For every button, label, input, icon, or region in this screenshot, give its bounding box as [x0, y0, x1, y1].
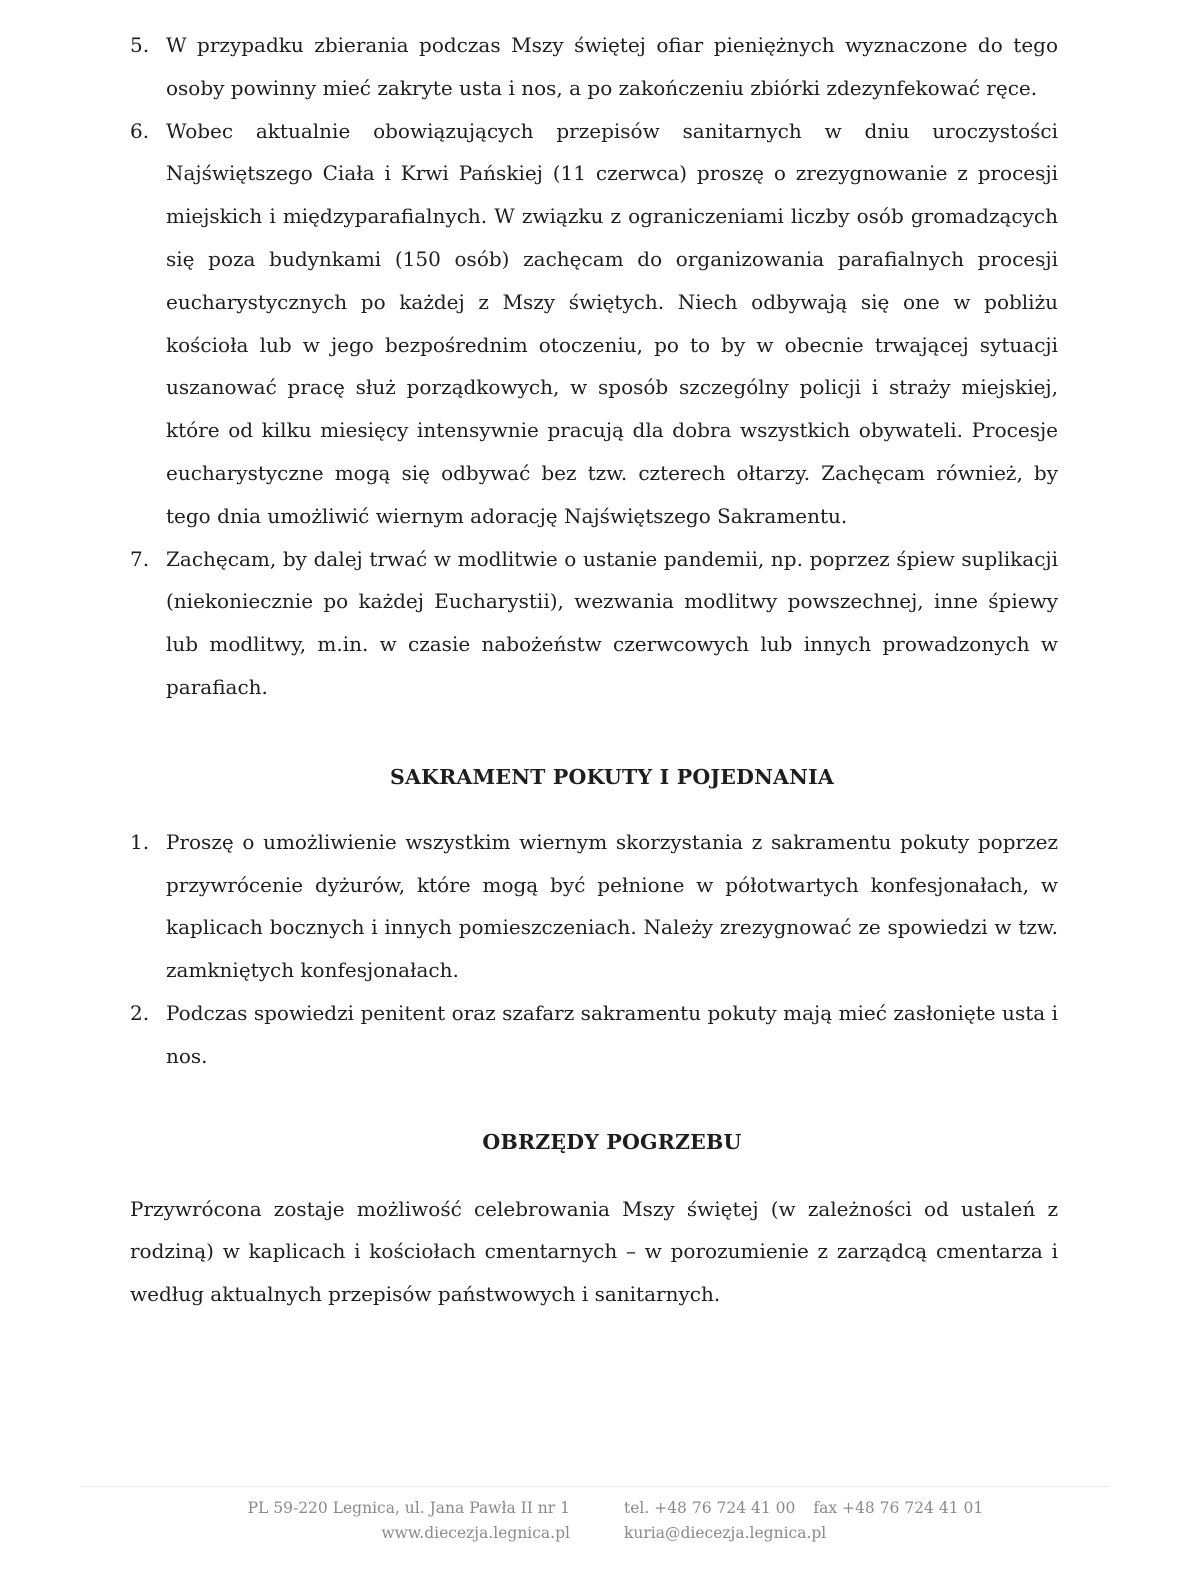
list-number: 5. [130, 33, 150, 57]
footer-address: PL 59-220 Legnica, ul. Jana Pawła II nr 1 [247, 1499, 570, 1517]
list-item-7 [130, 538, 1058, 709]
footer-address-block [248, 1496, 570, 1546]
footer-divider [80, 1486, 1110, 1487]
section-heading-pokuta: SAKRAMENT POKUTY I POJEDNANIA [390, 764, 834, 789]
list-text: Wobec aktualnie obowiązujących przepisów sanitarnych w dniu uroczystości Najświętszego Ciała i Krwi Pańskiej (11 czerwca) proszę o zrezygnowanie z procesji miejskich i międzyparafialnych. W związku z ograniczeniami liczby osób gromadzących się poza budynkami (150 osób) zachęcam do organizowania parafialnych procesji eucharystycznych po każdej z Mszy świętych. Niech odbywają się one w pobliżu kościoła lub w jego bezpośrednim otoczeniu, po to by w obecnie trwającej sytuacji uszanować pracę służ porządkowych, w sposób szczególny policji i straży miejskiej, które od kilku miesięcy intensywnie pracują dla dobra wszystkich obywateli. Procesje eucharystyczne mogą się odbywać bez tzw. czterech ołtarzy. Zachęcam również, by tego dnia umożliwić wiernym adorację Najświętszego Sakramentu. [166, 118, 1058, 528]
list-text: Podczas spowiedzi penitent oraz szafarz sakramentu pokuty mają mieć zasłonięte usta i nos. [166, 1000, 1058, 1068]
list-number: 6. [130, 118, 150, 143]
list-text: Proszę o umożliwienie wszystkim wiernym skorzystania z sakramentu pokuty poprzez przywrócenie dyżurów, które mogą być pełnione w półotwartych konfesjonałach, w kaplicach bocznych i innych pomieszczeniach. Należy zrezygnować ze spowiedzi w tzw. zamkniętych konfesjonałach. [166, 829, 1058, 983]
list-item-5 [130, 24, 1058, 110]
footer-email: kuria@diecezja.legnica.pl [624, 1524, 827, 1542]
list-number: 7. [130, 546, 150, 571]
list-number: 2. [130, 1000, 150, 1025]
list-number: 1. [130, 829, 150, 854]
list-item-2 [130, 992, 1058, 1078]
section-heading-pogrzeb: OBRZĘDY POGRZEBU [482, 1129, 742, 1154]
paragraph-pogrzeb: Przywrócona zostaje możliwość celebrowania Mszy świętej (w zależności od ustaleń z rodziną) w kaplicach i kościołach cmentarnych – w porozumienie z zarządcą cmentarza i według aktualnych przepisów państwowych i sanitarnych. [130, 1196, 1058, 1307]
footer-fax: fax +48 76 724 41 01 [813, 1499, 984, 1517]
footer-website: www.diecezja.legnica.pl [381, 1524, 570, 1542]
list-text: W przypadku zbierania podczas Mszy świętej ofiar pieniężnych wyznaczone do tego osoby powinny mieć zakryte usta i nos, a po zakończeniu zbiórki zdezynfekować ręce. [166, 33, 1058, 100]
document-body [130, 24, 1058, 1316]
footer-phone-fax-line [624, 1496, 983, 1521]
footer-phone: tel. +48 76 724 41 00 [624, 1499, 796, 1517]
list-item-6 [130, 110, 1058, 538]
list-item-1 [130, 821, 1058, 992]
footer-contact-block [624, 1496, 983, 1546]
list-text: Zachęcam, by dalej trwać w modlitwie o ustanie pandemii, np. poprzez śpiew suplikacji (niekoniecznie po każdej Eucharystii), wezwania modlitwy powszechnej, inne śpiewy lub modlitwy, m.in. w czasie nabożeństw czerwcowych lub innych prowadzonych w parafiach. [166, 546, 1058, 699]
